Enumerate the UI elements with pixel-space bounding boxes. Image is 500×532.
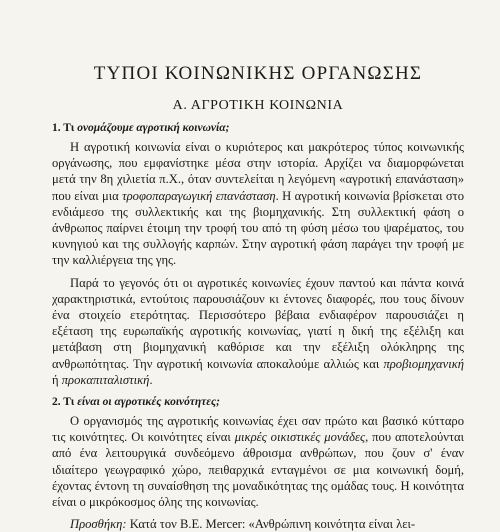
paragraph-3-emphasis: μικρές οικιστικές μονάδες [234,430,366,445]
paragraph-1 [52,139,464,269]
paragraph-2-text-a: Παρά το γεγονός ότι οι αγροτικές κοινωνίες έχουν παντού και πάντα κοινά χαρακτηριστικά, εντούτοις παρουσιάζουν κι έντονες διαφορές, που τους δίνουν ένα στοιχείο ετερότητας. Περισσότερο βέβαια ενδιαφέρον παρουσιάζει η εξέταση της ευρωπαϊκής αγροτικής κοινωνίας, γιατί η δική της εξέλιξη και μετάβαση στη βιομηχανική καθόρισε και την εξέλιξη ολόκληρης της ανθρωπότητας. Την αγροτική κοινωνία αποκαλούμε αλλιώς και [52,275,464,371]
paragraph-3-text-c: , που αποτελούνται από ένα λειτουργικά συνδεόμενο άθροισμα ανθρώπων, που ζουν σ' έναν ιδιαίτερο γεωγραφικό χώρο, πειθαρχικά ενταγμένοι σε μια κοινωνική δομή, έχοντας έντονη τη συναίσθηση της μοναδικότητας της ομάδας τους. Η κοινότητα είναι ο μικρόκοσμος όλης της κοινωνίας. [52,430,465,510]
question-1-number: 1. Τι [52,122,75,134]
question-heading-2 [52,396,464,408]
paragraph-2-text-c: ή [52,372,62,387]
paragraph-1-emphasis: τροφοπαραγωγική επανάσταση [122,188,276,203]
question-2-text: είναι οι αγροτικές κοινότητες; [77,396,220,409]
paragraph-1-text-c: . Η αγροτική κοινωνία βρίσκεται στο ενδιάμεσο της συλλεκτικής και της βιομηχανικής. Στη συλλεκτική φάση ο άνθρωπος παίρνει έτοιμη την τροφή του από τη φύση μέσω του ψαρέματος, του κυνηγιού και της συλλογής καρπών. Στην αγροτική φάση παράγει την τροφή με την καλλιέργεια της γης. [52,188,464,268]
question-1-text: ονομάζουμε αγροτική κοινωνία; [77,122,230,134]
paragraph-4-text: Κατά τον B.E. Mercer: «Ανθρώπινη κοινότητα είναι λει- [126,517,416,532]
paragraph-2 [52,275,464,388]
paragraph-4 [52,516,464,532]
paragraph-2-emphasis-2: προκαπιταλιστική [61,372,150,387]
paragraph-3-text-a: Ο οργανισμός της αγροτικής κοινωνίας έχει σαν πρώτο και βασικό κύτταρο τις κοινότητες. Οι κοινότητες είναι [52,414,464,445]
paragraph-2-emphasis-1: προβιομηχανική [383,356,464,371]
paragraph-1-text-a: Η αγροτική κοινωνία είναι ο κυριότερος και μακρότερος τύπος κοινωνικής οργάνωσης, που εμφανίστηκε μέσα στην ιστορία. Αρχίζει να διαμορφώνεται μετά την 8η χιλιετία π.Χ., όταν συντελείται η λεγόμενη «αγροτική επανάσταση» που είναι μια [52,140,464,203]
page-title: ΤΥΠΟΙ ΚΟΙΝΩΝΙΚΗΣ ΟΡΓΑΝΩΣΗΣ [93,63,423,84]
question-2-number: 2. Τι [52,396,75,409]
paragraph-2-text-e: . [149,372,153,387]
paragraph-4-label: Προσθήκη: [70,517,127,532]
question-heading-1 [52,122,464,134]
paragraph-3 [52,413,464,510]
section-heading: Α. ΑΓΡΟΤΙΚΗ ΚΟΙΝΩΝΙΑ [172,98,344,113]
